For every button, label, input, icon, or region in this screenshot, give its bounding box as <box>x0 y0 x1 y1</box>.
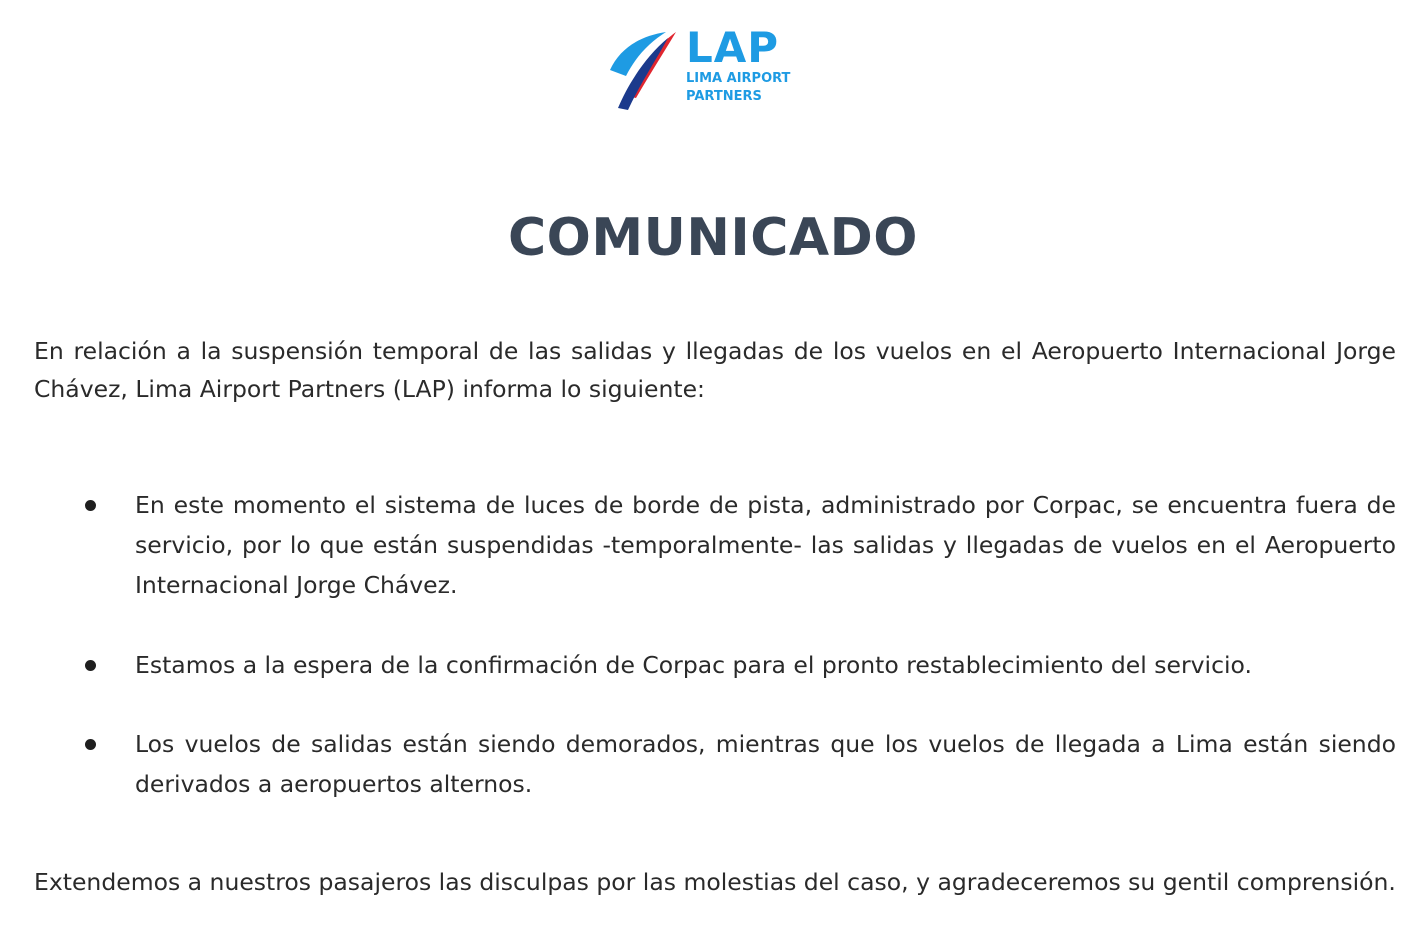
list-item <box>135 645 1396 685</box>
bullet-icon <box>85 660 96 671</box>
list-item <box>135 485 1396 605</box>
closing-paragraph: Extendemos a nuestros pasajeros las disculpas por las molestias del caso, y agradeceremos su gentil comprensión. <box>34 868 1396 896</box>
list-item <box>135 724 1396 804</box>
bullet-text: En este momento el sistema de luces de borde de pista, administrado por Corpac, se encuentra fuera de servicio, por lo que están suspendidas -temporalmente- las salidas y llegadas de vuelos en el Aeropuerto Internacional Jorge Chávez. <box>135 491 1396 599</box>
logo-line-1: LIMA AIRPORT <box>686 71 791 86</box>
lap-logo-text <box>686 23 826 106</box>
bullet-text: Estamos a la espera de la confirmación de Corpac para el pronto restablecimiento del servicio. <box>135 651 1252 679</box>
bullet-text: Los vuelos de salidas están siendo demorados, mientras que los vuelos de llegada a Lima están siendo derivados a aeropuertos alternos. <box>135 730 1396 798</box>
lap-logo-mark-icon <box>606 26 686 112</box>
logo-line-2: PARTNERS <box>686 89 762 104</box>
page-title: COMUNICADO <box>508 208 918 268</box>
intro-paragraph: En relación a la suspensión temporal de las salidas y llegadas de los vuelos en el Aeropuerto Internacional Jorge Chávez, Lima Airport Partners (LAP) informa lo siguiente: <box>34 337 1396 403</box>
lap-logo <box>606 23 826 114</box>
bullet-icon <box>85 500 96 511</box>
bullet-icon <box>85 739 96 750</box>
logo-brand: LAP <box>686 23 780 72</box>
